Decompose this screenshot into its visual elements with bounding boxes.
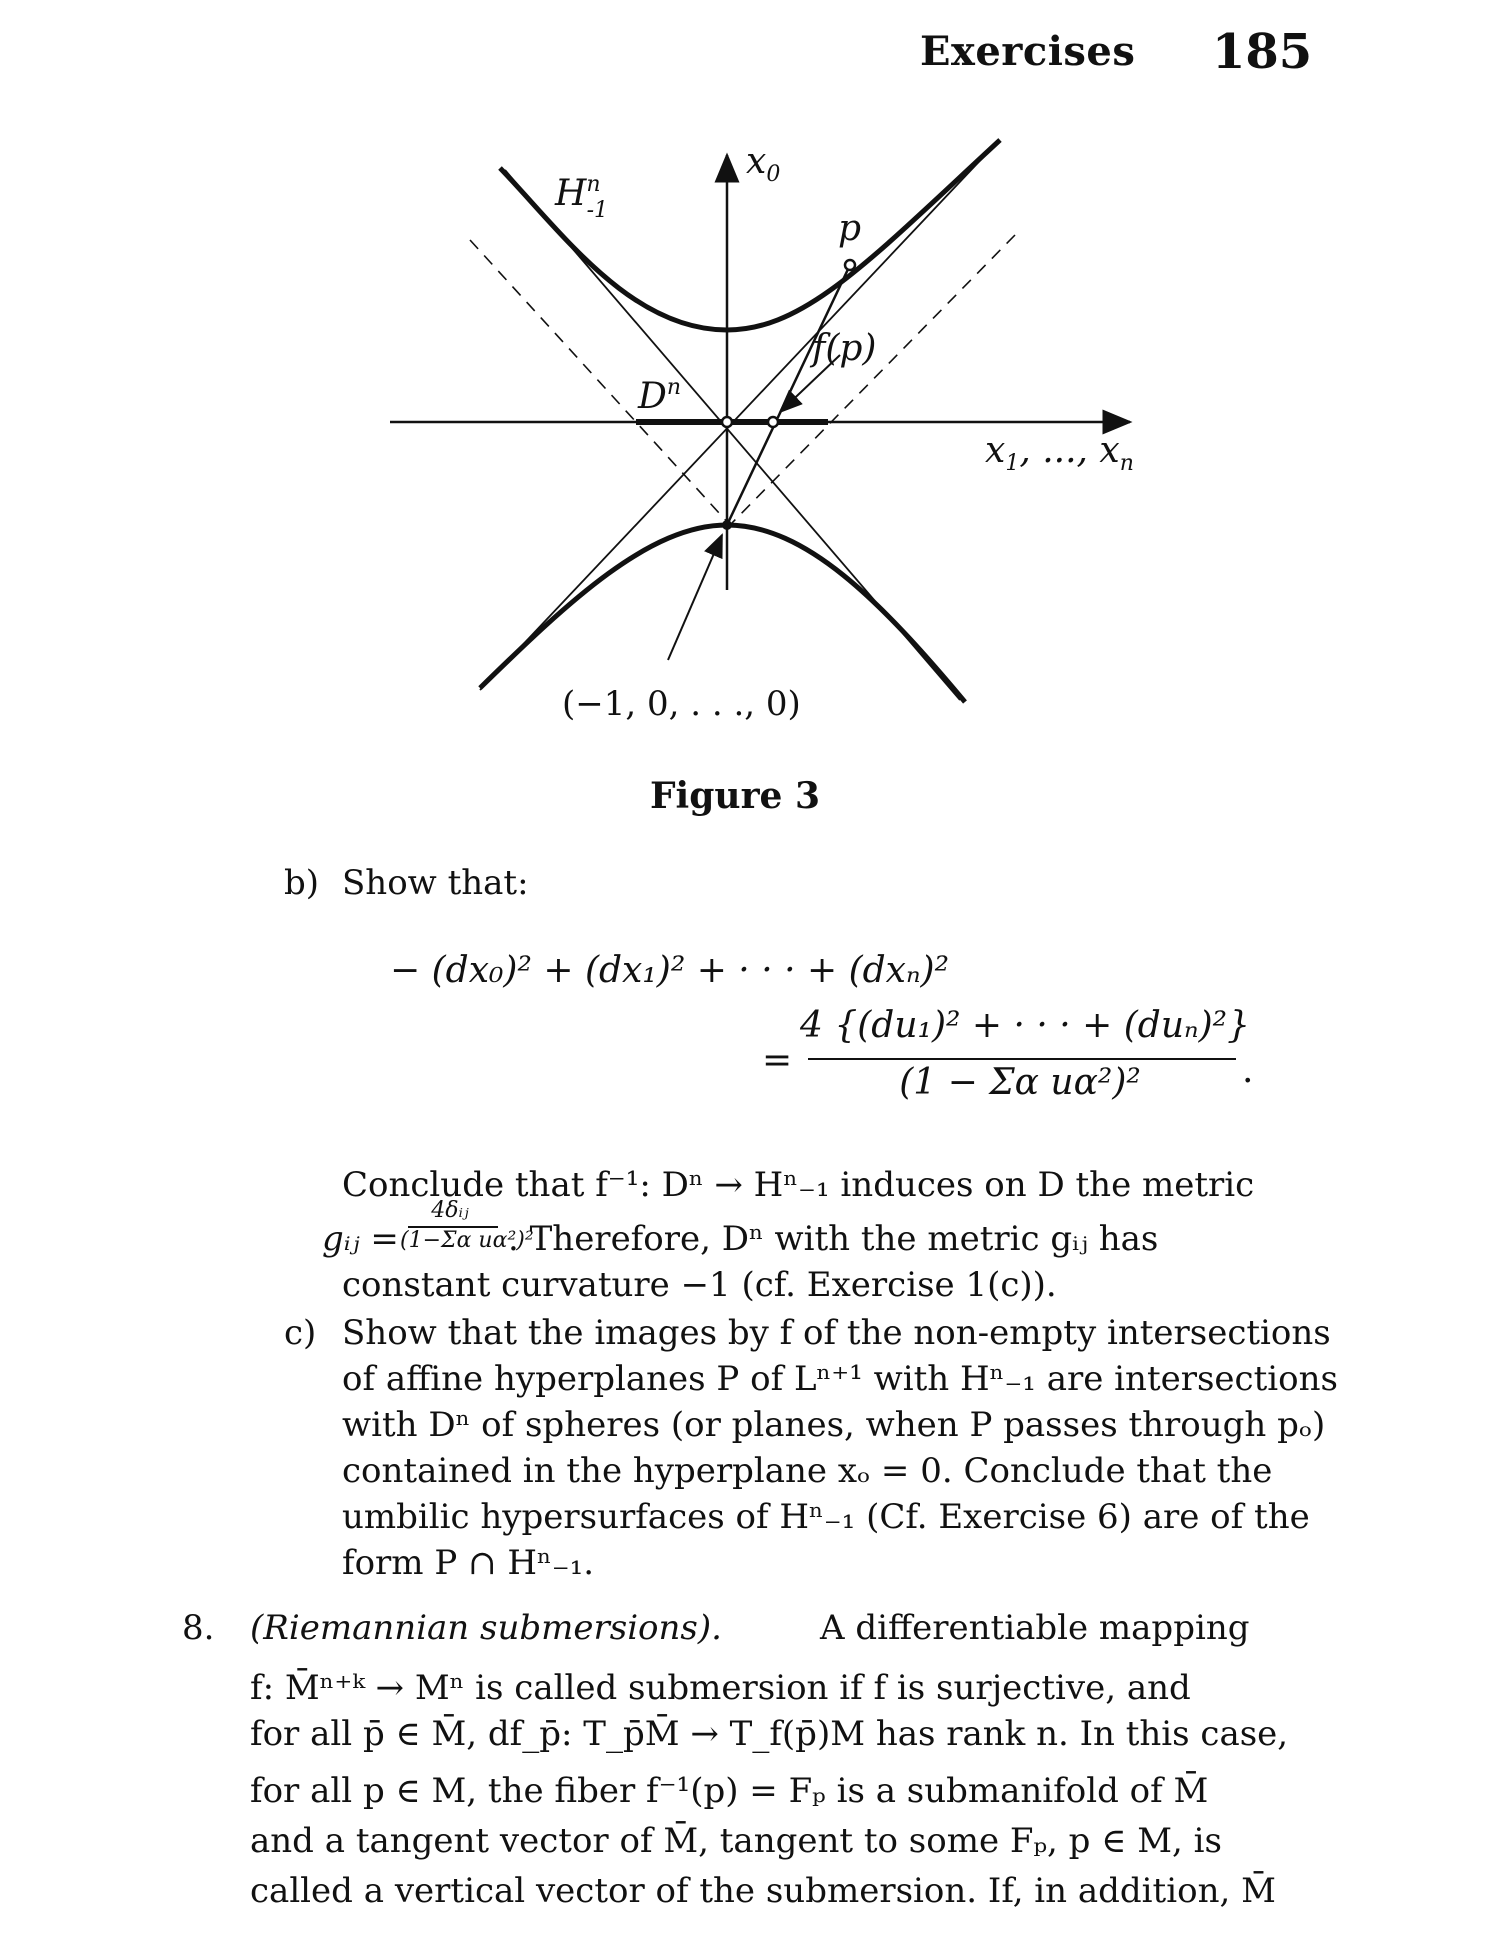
running-header-title: Exercises [920, 28, 1136, 75]
part-b-label: b) [284, 863, 320, 903]
label-hyperboloid: $H^n$ -1 [555, 172, 609, 223]
equation-denominator: (1 − Σα uα²)² [899, 1062, 1141, 1103]
label-disk: $D^n$ [638, 375, 682, 417]
part-c-line: umbilic hypersurfaces of Hⁿ₋₁ (Cf. Exercise 6) are of the [342, 1497, 1310, 1537]
part-c-label: c) [284, 1313, 317, 1353]
equation-period: . [1242, 1050, 1254, 1091]
figure-3-diagram [0, 0, 1500, 760]
label-point-p: p [838, 208, 862, 249]
label-vertex: (−1, 0, . . ., 0) [562, 684, 801, 724]
part-c-line: with Dⁿ of spheres (or planes, when P passes through pₒ) [342, 1405, 1326, 1445]
equation-numerator: 4 {(du₁)² + · · · + (duₙ)²} [800, 1005, 1250, 1046]
point-fp-marker [768, 417, 778, 427]
conclude-line-2: . Therefore, Dⁿ with the metric gᵢⱼ has [508, 1219, 1159, 1259]
part-c-line: form P ∩ Hⁿ₋₁. [342, 1543, 595, 1583]
gij-label: gᵢⱼ = [322, 1219, 399, 1259]
item-8-line: f: M̄ⁿ⁺ᵏ → Mⁿ is called submersion if f is surjective, and [250, 1668, 1191, 1708]
vertex-marker [722, 520, 732, 530]
part-c-line: Show that the images by f of the non-empty intersections [342, 1313, 1331, 1353]
point-p-marker [845, 260, 855, 270]
item-8-number: 8. [182, 1608, 215, 1648]
item-8-line: for all p ∈ M, the fiber f⁻¹(p) = Fₚ is a submanifold of M̄ [250, 1771, 1209, 1811]
projection-line [727, 265, 850, 525]
item-8-line-1-rest: A differentiable mapping [820, 1608, 1250, 1648]
gij-denominator: (1−Σα uα²)² [400, 1228, 534, 1253]
item-8-line: and a tangent vector of M̄, tangent to some Fₚ, p ∈ M, is [250, 1821, 1222, 1861]
part-c-line: of affine hyperplanes P of Lⁿ⁺¹ with Hⁿ₋₁ are intersections [342, 1359, 1338, 1399]
vertex-arrow [668, 535, 722, 660]
label-x0: $x_0$ [746, 141, 781, 187]
equation-equals: = [762, 1040, 793, 1081]
origin-marker [722, 417, 732, 427]
label-axis-x: $x_1$, ..., $x_n$ [985, 430, 1134, 476]
gij-numerator: 4δᵢⱼ [431, 1198, 469, 1223]
page-number: 185 [1212, 24, 1313, 80]
equation-fraction-bar [808, 1058, 1236, 1060]
part-c-line: contained in the hyperplane xₒ = 0. Conclude that the [342, 1451, 1273, 1491]
conclude-line-3: constant curvature −1 (cf. Exercise 1(c)). [342, 1265, 1057, 1305]
item-8-title: (Riemannian submersions). [250, 1608, 722, 1648]
item-8-line: called a vertical vector of the submersion. If, in addition, M̄ [250, 1871, 1276, 1911]
equation-lhs: − (dx₀)² + (dx₁)² + · · · + (dxₙ)² [390, 950, 950, 991]
conclude-line-1: Conclude that f⁻¹: Dⁿ → Hⁿ₋₁ induces on D the metric [342, 1165, 1255, 1205]
part-b-text: Show that: [342, 863, 529, 903]
dashed-line-1 [470, 240, 730, 525]
label-fp: f(p) [812, 328, 877, 369]
figure-caption: Figure 3 [650, 775, 821, 817]
item-8-line: for all p̄ ∈ M̄, df_p̄: T_p̄M̄ → T_f(p̄)M has rank n. In this case, [250, 1714, 1289, 1754]
